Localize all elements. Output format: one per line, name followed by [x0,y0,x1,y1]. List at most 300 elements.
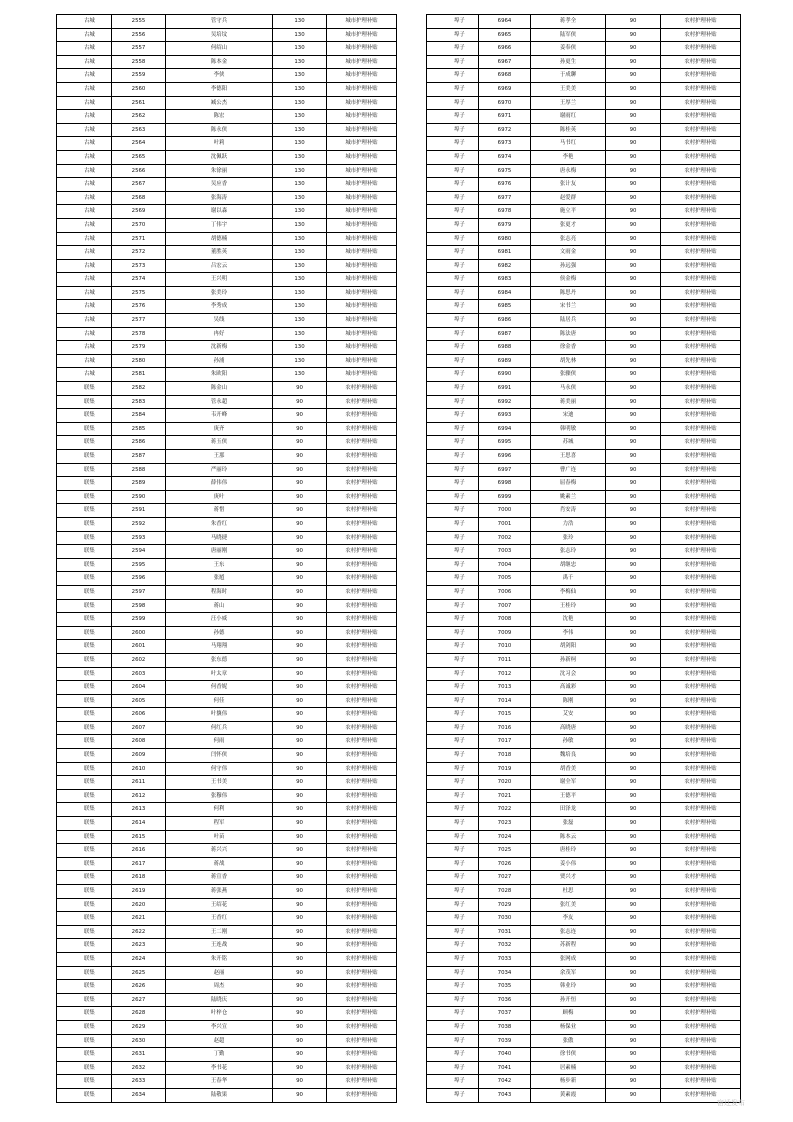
table-cell: 农村护理补贴 [327,735,397,749]
table-row [427,531,741,545]
table-row [427,55,741,69]
table-cell: 联集 [57,436,112,450]
table-cell: 90 [606,490,661,504]
table-cell: 2605 [112,694,166,708]
table-row [57,314,397,328]
table-cell: 陈金山 [166,382,273,396]
table-cell: 城市护理补贴 [327,259,397,273]
table-row [427,585,741,599]
table-cell: 联集 [57,558,112,572]
table-cell: 7025 [479,844,531,858]
table-cell: 农村护理补贴 [661,857,741,871]
table-cell: 埠子 [427,205,479,219]
table-cell: 90 [273,517,327,531]
table-cell: 埠子 [427,735,479,749]
table-cell: 90 [273,980,327,994]
table-cell: 农村护理补贴 [327,1088,397,1102]
table-cell: 130 [273,55,327,69]
table-row [57,259,397,273]
table-cell: 城市护理补贴 [327,164,397,178]
table-cell: 7023 [479,817,531,831]
table-cell: 2617 [112,857,166,871]
table-cell: 联集 [57,708,112,722]
table-cell: 联集 [57,653,112,667]
table-cell: 农村护理补贴 [661,912,741,926]
table-cell: 90 [606,15,661,29]
table-cell: 陈法唐 [531,327,606,341]
table-cell: 农村护理补贴 [661,585,741,599]
table-cell: 联集 [57,803,112,817]
table-cell: 6967 [479,55,531,69]
table-cell: 曹广连 [531,463,606,477]
table-cell: 90 [606,1034,661,1048]
table-cell: 张美玲 [166,286,273,300]
table-cell: 90 [606,42,661,56]
table-cell: 90 [606,776,661,790]
table-cell: 埠子 [427,490,479,504]
table-cell: 薛伟伟 [166,477,273,491]
table-cell: 农村护理补贴 [327,871,397,885]
table-row [57,96,397,110]
table-cell: 陆敬果 [166,1088,273,1102]
table-cell: 埠子 [427,558,479,572]
table-cell: 130 [273,82,327,96]
table-row [427,803,741,817]
table-cell: 130 [273,164,327,178]
table-cell: 2610 [112,762,166,776]
table-row [427,789,741,803]
table-cell: 古城 [57,55,112,69]
table-row [427,232,741,246]
table-cell: 朱开铭 [166,952,273,966]
table-row [427,327,741,341]
table-cell: 农村护理补贴 [661,721,741,735]
table-cell: 6997 [479,463,531,477]
table-cell: 城市护理补贴 [327,246,397,260]
table-cell: 古城 [57,150,112,164]
table-cell: 2583 [112,395,166,409]
table-cell: 6969 [479,82,531,96]
table-cell: 90 [273,653,327,667]
table-cell: 姚素兰 [531,490,606,504]
table-row [57,1075,397,1089]
table-row [427,286,741,300]
table-cell: 农村护理补贴 [661,531,741,545]
table-cell: 城市护理补贴 [327,232,397,246]
table-cell: 李秀成 [166,300,273,314]
table-cell: 张更才 [531,218,606,232]
table-cell: 农村护理补贴 [661,572,741,586]
table-cell: 联集 [57,613,112,627]
table-cell: 6971 [479,110,531,124]
table-cell: 农村护理补贴 [661,871,741,885]
table-cell: 王绍花 [166,898,273,912]
table-row [57,504,397,518]
table-cell: 2592 [112,517,166,531]
table-row [427,517,741,531]
table-cell: 6973 [479,137,531,151]
table-cell: 90 [273,721,327,735]
watermark: 宿迁发布 [717,1099,745,1107]
table-row [427,218,741,232]
table-cell: 6998 [479,477,531,491]
table-cell: 农村护理补贴 [661,110,741,124]
table-cell: 联集 [57,871,112,885]
table-cell: 农村护理补贴 [327,721,397,735]
table-cell: 张玲 [531,531,606,545]
table-cell: 7026 [479,857,531,871]
table-cell: 2562 [112,110,166,124]
table-cell: 埠子 [427,572,479,586]
table-cell: 何守伟 [166,762,273,776]
table-cell: 90 [606,477,661,491]
table-cell: 农村护理补贴 [661,830,741,844]
table-cell: 90 [606,150,661,164]
table-row [427,123,741,137]
table-cell: 埠子 [427,300,479,314]
table-cell: 古城 [57,205,112,219]
table-cell: 90 [606,191,661,205]
table-cell: 联集 [57,830,112,844]
table-cell: 6984 [479,286,531,300]
table-cell: 2606 [112,708,166,722]
table-cell: 农村护理补贴 [661,218,741,232]
table-cell: 7035 [479,980,531,994]
table-cell: 90 [273,912,327,926]
table-cell: 90 [273,817,327,831]
table-cell: 2625 [112,966,166,980]
table-row [427,776,741,790]
table-cell: 2611 [112,776,166,790]
table-cell: 孙浦 [166,354,273,368]
table-cell: 张网成 [531,952,606,966]
table-row [57,450,397,464]
table-row [57,422,397,436]
table-cell: 90 [606,341,661,355]
table-cell: 胡先林 [531,354,606,368]
table-cell: 90 [606,1061,661,1075]
table-row [57,490,397,504]
table-cell: 90 [273,504,327,518]
table-cell: 2596 [112,572,166,586]
table-row [427,368,741,382]
table-cell: 联集 [57,681,112,695]
table-cell: 农村护理补贴 [661,626,741,640]
table-cell: 7012 [479,667,531,681]
table-cell: 城市护理补贴 [327,15,397,29]
table-cell: 90 [606,395,661,409]
table-cell: 90 [606,912,661,926]
table-row [57,708,397,722]
table-cell: 农村护理补贴 [327,776,397,790]
table-row [427,681,741,695]
table-cell: 埠子 [427,259,479,273]
table-cell: 2557 [112,42,166,56]
table-cell: 马永侠 [531,382,606,396]
table-row [57,69,397,83]
table-cell: 王香红 [166,912,273,926]
table-cell: 农村护理补贴 [661,314,741,328]
table-cell: 汪小威 [166,613,273,627]
table-row [427,640,741,654]
table-cell: 农村护理补贴 [327,817,397,831]
table-cell: 农村护理补贴 [661,613,741,627]
table-cell: 农村护理补贴 [661,341,741,355]
table-cell: 联集 [57,572,112,586]
table-cell: 赵超 [166,1034,273,1048]
table-cell: 7019 [479,762,531,776]
table-row [57,844,397,858]
table-cell: 埠子 [427,246,479,260]
table-cell: 埠子 [427,599,479,613]
table-cell: 农村护理补贴 [661,205,741,219]
table-cell: 农村护理补贴 [661,925,741,939]
table-cell: 2572 [112,246,166,260]
table-cell: 埠子 [427,273,479,287]
table-cell: 2615 [112,830,166,844]
table-cell: 埠子 [427,178,479,192]
table-cell: 冉好 [166,327,273,341]
table-cell: 朱香红 [166,517,273,531]
table-cell: 高晓唐 [531,721,606,735]
table-cell: 蒋山 [166,599,273,613]
table-cell: 埠子 [427,545,479,559]
table-cell: 埠子 [427,28,479,42]
table-cell: 农村护理补贴 [661,1007,741,1021]
table-cell: 90 [606,422,661,436]
table-cell: 7027 [479,871,531,885]
table-cell: 农村护理补贴 [327,1061,397,1075]
table-cell: 埠子 [427,844,479,858]
table-cell: 埠子 [427,667,479,681]
table-cell: 7038 [479,1020,531,1034]
table-cell: 马晓捷 [166,531,273,545]
table-cell: 王美美 [531,82,606,96]
table-cell: 90 [606,721,661,735]
table-cell: 埠子 [427,450,479,464]
table-cell: 7014 [479,694,531,708]
table-cell: 联集 [57,952,112,966]
table-cell: 90 [273,667,327,681]
table-row [427,150,741,164]
table-cell: 2564 [112,137,166,151]
table-cell: 2582 [112,382,166,396]
table-cell: 王春华 [166,1075,273,1089]
table-cell: 蒋张燕 [166,885,273,899]
table-cell: 埠子 [427,817,479,831]
table-cell: 吴应香 [166,178,273,192]
table-cell: 农村护理补贴 [327,925,397,939]
table-row [57,681,397,695]
table-cell: 古城 [57,232,112,246]
table-cell: 埠子 [427,857,479,871]
table-cell: 管永超 [166,395,273,409]
table-cell: 张志亮 [531,232,606,246]
table-cell: 农村护理补贴 [327,844,397,858]
table-cell: 90 [606,640,661,654]
table-cell: 联集 [57,789,112,803]
table-cell: 6974 [479,150,531,164]
table-cell: 农村护理补贴 [327,436,397,450]
table-cell: 张骤侠 [531,368,606,382]
table-cell: 城市护理补贴 [327,327,397,341]
table-cell: 农村护理补贴 [327,517,397,531]
table-cell: 谢全军 [531,776,606,790]
table-cell: 联集 [57,993,112,1007]
table-cell: 沈艳 [531,613,606,627]
table-cell: 6980 [479,232,531,246]
table-cell: 农村护理补贴 [661,993,741,1007]
table-row [57,436,397,450]
table-row [57,762,397,776]
table-cell: 余茂军 [531,966,606,980]
table-cell: 2597 [112,585,166,599]
table-cell: 7036 [479,993,531,1007]
table-cell: 7007 [479,599,531,613]
table-cell: 张磊 [531,817,606,831]
table-cell: 居素楠 [531,1061,606,1075]
table-cell: 陈刚 [531,694,606,708]
table-cell: 130 [273,69,327,83]
table-cell: 农村护理补贴 [327,966,397,980]
table-cell: 魏培良 [531,749,606,763]
table-cell: 李兴宣 [166,1020,273,1034]
table-cell: 联集 [57,1075,112,1089]
table-cell: 农村护理补贴 [327,585,397,599]
table-cell: 沈新梅 [166,341,273,355]
table-cell: 130 [273,327,327,341]
table-cell: 2580 [112,354,166,368]
table-cell: 埠子 [427,314,479,328]
table-row [427,191,741,205]
table-cell: 农村护理补贴 [327,450,397,464]
table-cell: 6981 [479,246,531,260]
table-cell: 农村护理补贴 [661,1061,741,1075]
table-cell: 90 [273,599,327,613]
table-cell: 90 [606,137,661,151]
table-cell: 古城 [57,42,112,56]
table-cell: 6992 [479,395,531,409]
table-cell: 130 [273,191,327,205]
table-cell: 2612 [112,789,166,803]
table-cell: 农村护理补贴 [327,681,397,695]
table-row [57,898,397,912]
table-row [427,708,741,722]
table-cell: 城市护理补贴 [327,123,397,137]
table-cell: 埠子 [427,69,479,83]
table-cell: 90 [606,871,661,885]
table-cell: 2629 [112,1020,166,1034]
table-cell: 2634 [112,1088,166,1102]
table-cell: 农村护理补贴 [661,885,741,899]
table-cell: 埠子 [427,1075,479,1089]
table-row [57,925,397,939]
table-cell: 屈春梅 [531,477,606,491]
table-row [57,749,397,763]
table-cell: 90 [606,327,661,341]
table-cell: 联集 [57,463,112,477]
table-cell: 埠子 [427,789,479,803]
table-cell: 联集 [57,1007,112,1021]
table-row [427,422,741,436]
table-cell: 朱欧阳 [166,368,273,382]
table-cell: 90 [606,382,661,396]
table-cell: 2590 [112,490,166,504]
table-row [427,844,741,858]
table-cell: 7037 [479,1007,531,1021]
table-cell: 90 [606,694,661,708]
table-cell: 农村护理补贴 [661,504,741,518]
table-cell: 90 [273,857,327,871]
table-cell: 联集 [57,762,112,776]
table-cell: 联集 [57,817,112,831]
table-cell: 90 [606,681,661,695]
table-cell: 埠子 [427,912,479,926]
table-cell: 城市护理补贴 [327,273,397,287]
table-cell: 7042 [479,1075,531,1089]
table-row [427,178,741,192]
table-cell: 农村护理补贴 [661,395,741,409]
table-row [427,939,741,953]
table-row [57,1088,397,1102]
table-cell: 韩业玲 [531,980,606,994]
table-cell: 农村护理补贴 [327,409,397,423]
table-cell: 90 [273,789,327,803]
table-cell: 农村护理补贴 [327,531,397,545]
table-cell: 联集 [57,667,112,681]
table-row [57,110,397,124]
table-cell: 农村护理补贴 [327,558,397,572]
table-cell: 90 [273,735,327,749]
table-row [427,694,741,708]
table-cell: 王桂玲 [531,599,606,613]
table-cell: 2560 [112,82,166,96]
table-cell: 农村护理补贴 [661,55,741,69]
table-cell: 2623 [112,939,166,953]
table-row [427,912,741,926]
table-cell: 农村护理补贴 [661,327,741,341]
table-cell: 埠子 [427,708,479,722]
table-cell: 埠子 [427,993,479,1007]
table-cell: 6982 [479,259,531,273]
table-cell: 2561 [112,96,166,110]
table-cell: 埠子 [427,55,479,69]
table-cell: 90 [273,776,327,790]
table-row [57,1061,397,1075]
table-row [427,1020,741,1034]
table-cell: 联集 [57,504,112,518]
table-row [57,1020,397,1034]
table-row [57,776,397,790]
table-cell: 张海涛 [166,191,273,205]
table-row [427,382,741,396]
table-cell: 丁伟宇 [166,218,273,232]
table-cell: 90 [606,517,661,531]
table-cell: 农村护理补贴 [327,490,397,504]
table-row [57,626,397,640]
table-cell: 城市护理补贴 [327,218,397,232]
table-cell: 埠子 [427,232,479,246]
table-cell: 埠子 [427,762,479,776]
table-cell: 城市护理补贴 [327,286,397,300]
table-cell: 2573 [112,259,166,273]
table-cell: 埠子 [427,653,479,667]
table-cell: 农村护理补贴 [327,463,397,477]
table-cell: 联集 [57,898,112,912]
table-cell: 埠子 [427,327,479,341]
table-cell: 90 [273,1007,327,1021]
table-cell: 农村护理补贴 [661,409,741,423]
